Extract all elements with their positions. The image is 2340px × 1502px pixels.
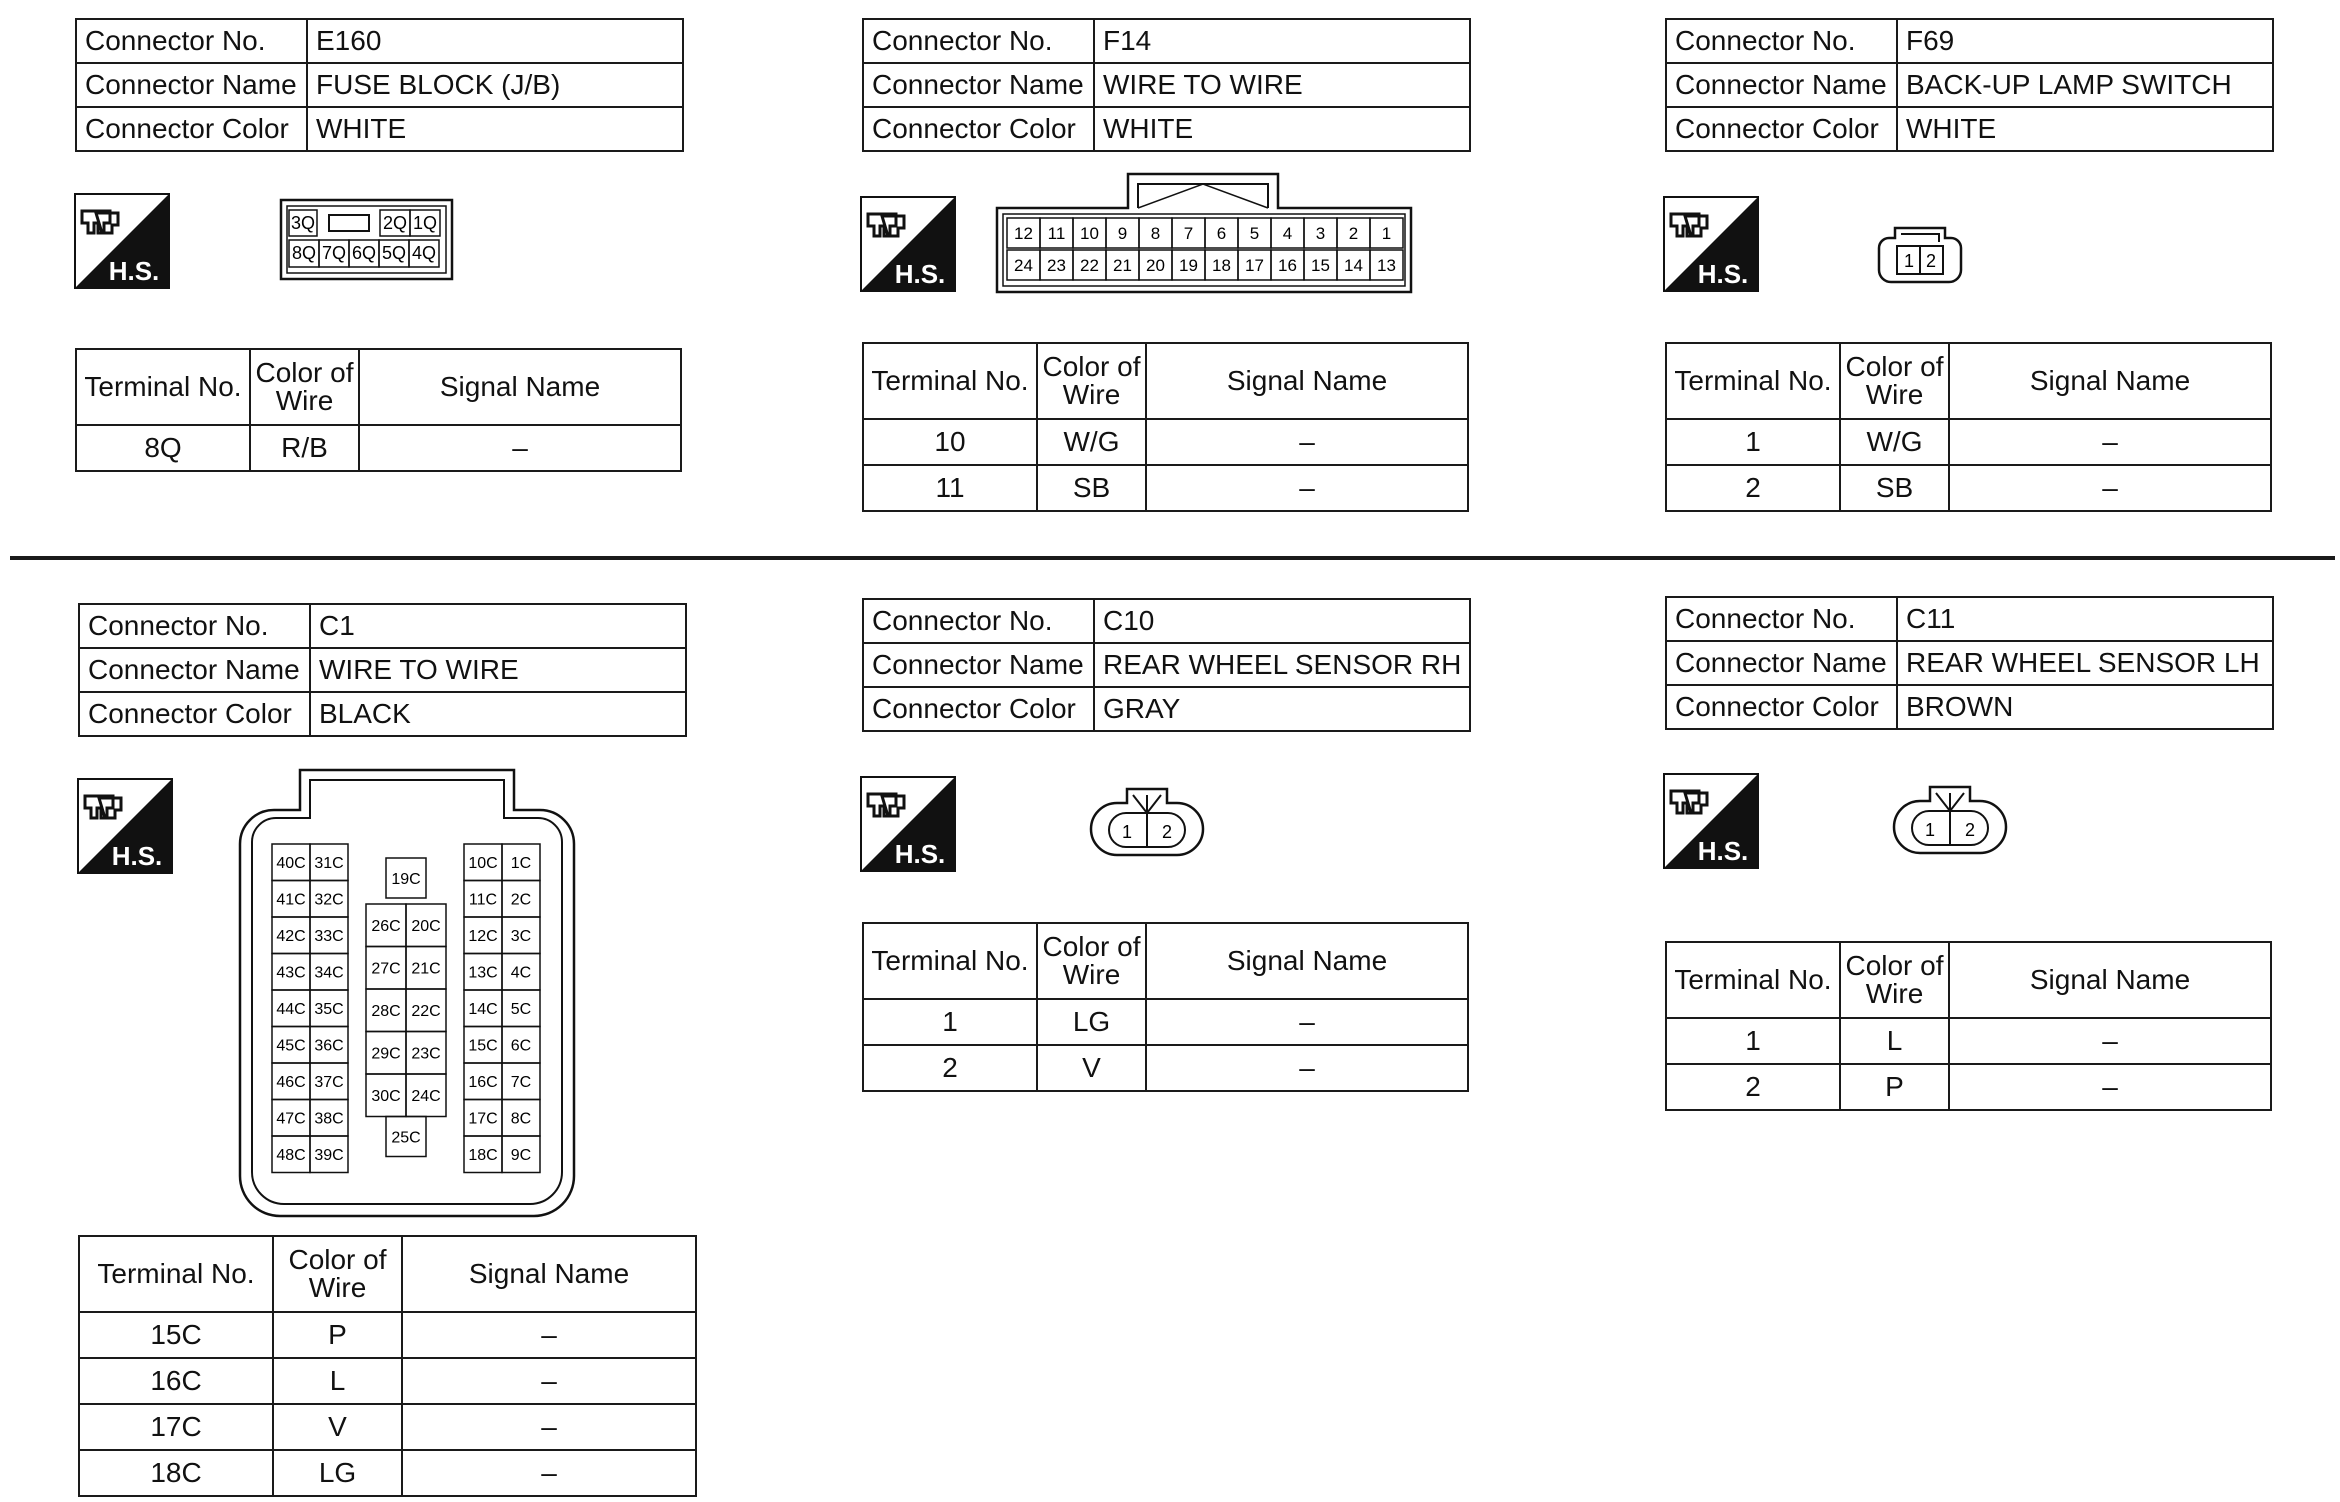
col-signal-name: Signal Name [1949, 343, 2271, 419]
pin: 13C [468, 964, 498, 982]
table-row: 1 W/G – [1666, 419, 2271, 465]
connector-no-value: C1 [310, 604, 686, 648]
connector-info-f69 [1665, 18, 2274, 152]
pin: 1Q [412, 213, 438, 233]
pin: 29C [371, 1045, 401, 1063]
pin: 3C [510, 928, 532, 946]
col-color-of-wire: Color of Wire [1840, 343, 1949, 419]
connector-name-value: REAR WHEEL SENSOR RH [1094, 643, 1470, 687]
col-color-of-wire: Color of Wire [1840, 942, 1949, 1018]
pin: 26C [371, 918, 401, 936]
pin: 41C [276, 891, 306, 909]
pin: 5C [510, 1001, 532, 1019]
connector-info-f14 [862, 18, 1471, 152]
pin: 10C [468, 855, 498, 873]
pin: 17C [468, 1110, 498, 1128]
pin: 11 [1047, 224, 1066, 244]
col-signal-name: Signal Name [359, 349, 681, 425]
label-connector-name: Connector Name [863, 63, 1094, 107]
pin: 3 [1315, 224, 1326, 244]
table-row: 18C LG – [79, 1450, 696, 1496]
pin: 8Q [291, 243, 317, 263]
connector-color-value: BLACK [310, 692, 686, 736]
label-connector-color: Connector Color [863, 107, 1094, 151]
hs-label: H.S. [1697, 259, 1749, 289]
label-connector-name: Connector Name [76, 63, 307, 107]
label-connector-color: Connector Color [79, 692, 310, 736]
col-terminal-no: Terminal No. [76, 349, 250, 425]
label-connector-color: Connector Color [76, 107, 307, 151]
pin: 33C [314, 928, 344, 946]
label-connector-no: Connector No. [863, 19, 1094, 63]
pin: 21C [411, 960, 441, 978]
connector-no-value: C11 [1897, 597, 2273, 641]
table-row: 11 SB – [863, 465, 1468, 511]
pin: 39C [314, 1147, 344, 1165]
pin: 36C [314, 1037, 344, 1055]
pin: 32C [314, 891, 344, 909]
table-row: 2 SB – [1666, 465, 2271, 511]
pin: 23C [411, 1045, 441, 1063]
harness-side-icon [74, 193, 170, 289]
pin: 42C [276, 928, 306, 946]
pin: 31C [314, 855, 344, 873]
connector-color-value: GRAY [1094, 687, 1470, 731]
col-color-of-wire: Color of Wire [1037, 343, 1146, 419]
pin: 25C [391, 1129, 421, 1147]
harness-side-icon [860, 776, 956, 872]
section-divider [10, 556, 2335, 560]
table-row: 1 LG – [863, 999, 1468, 1045]
pin: 7Q [321, 243, 347, 263]
pin: 47C [276, 1110, 306, 1128]
harness-side-icon [1663, 196, 1759, 292]
pin: 2C [510, 891, 532, 909]
pin: 1 [1381, 224, 1392, 244]
connector-face-f69 [1875, 222, 1965, 290]
pin: 22 [1080, 256, 1099, 276]
label-connector-no: Connector No. [1666, 19, 1897, 63]
connector-info-e160 [75, 18, 684, 152]
label-connector-color: Connector Color [863, 687, 1094, 731]
pin: 27C [371, 960, 401, 978]
pin: 15 [1311, 256, 1330, 276]
hs-label: H.S. [108, 256, 160, 286]
pin: 35C [314, 1001, 344, 1019]
col-terminal-no: Terminal No. [863, 343, 1037, 419]
pin: 40C [276, 855, 306, 873]
terminal-table-f69 [1665, 342, 2272, 512]
terminal-table-f14 [862, 342, 1469, 512]
pin: 2 [1348, 224, 1359, 244]
connector-name-value: REAR WHEEL SENSOR LH [1897, 641, 2273, 685]
label-connector-no: Connector No. [863, 599, 1094, 643]
pin: 9 [1117, 224, 1128, 244]
pin: 16 [1278, 256, 1297, 276]
col-color-of-wire: Color of Wire [1037, 923, 1146, 999]
pin: 15C [468, 1037, 498, 1055]
pin: 5 [1249, 224, 1260, 244]
label-connector-name: Connector Name [863, 643, 1094, 687]
pin: 12 [1014, 224, 1033, 244]
col-color-of-wire: Color of Wire [250, 349, 359, 425]
hs-label: H.S. [1697, 836, 1749, 866]
pin: 12C [468, 928, 498, 946]
col-signal-name: Signal Name [1146, 343, 1468, 419]
terminal-table-c10 [862, 922, 1469, 1092]
label-connector-no: Connector No. [76, 19, 307, 63]
pin: 18C [468, 1147, 498, 1165]
pin: 8C [510, 1110, 532, 1128]
pin: 5Q [381, 243, 407, 263]
label-connector-name: Connector Name [1666, 63, 1897, 107]
pin: 4 [1282, 224, 1293, 244]
pin: 1 [1121, 822, 1133, 842]
connector-name-value: WIRE TO WIRE [310, 648, 686, 692]
pin: 19 [1179, 256, 1198, 276]
pin: 7C [510, 1074, 532, 1092]
connector-color-value: WHITE [307, 107, 683, 151]
hs-label: H.S. [894, 839, 946, 869]
connector-name-value: BACK-UP LAMP SWITCH [1897, 63, 2273, 107]
connector-name-value: FUSE BLOCK (J/B) [307, 63, 683, 107]
pin: 2 [1161, 822, 1173, 842]
pin: 13 [1377, 256, 1396, 276]
col-signal-name: Signal Name [1146, 923, 1468, 999]
pin: 28C [371, 1003, 401, 1021]
pin: 4Q [411, 243, 437, 263]
col-signal-name: Signal Name [402, 1236, 696, 1312]
connector-face-f14 [995, 170, 1413, 295]
pin: 18 [1212, 256, 1231, 276]
connector-no-value: E160 [307, 19, 683, 63]
pin: 19C [391, 870, 421, 888]
pin: 30C [371, 1088, 401, 1106]
table-row: 1 L – [1666, 1018, 2271, 1064]
pin: 2Q [382, 213, 408, 233]
terminal-table-c1 [78, 1235, 697, 1497]
terminal-table-e160 [75, 348, 682, 472]
harness-side-icon [77, 778, 173, 874]
table-row: 2 V – [863, 1045, 1468, 1091]
pin: 23 [1047, 256, 1066, 276]
pin: 24 [1014, 256, 1033, 276]
pin: 3Q [290, 213, 316, 233]
connector-face-e160 [279, 198, 454, 281]
table-row: 10 W/G – [863, 419, 1468, 465]
label-connector-name: Connector Name [79, 648, 310, 692]
pin: 11C [468, 891, 498, 909]
pin: 21 [1113, 256, 1132, 276]
connector-info-c1 [78, 603, 687, 737]
pin: 6Q [351, 243, 377, 263]
pin: 1 [1903, 251, 1915, 271]
hs-label: H.S. [111, 841, 163, 871]
pin: 34C [314, 964, 344, 982]
pin: 46C [276, 1074, 306, 1092]
connector-color-value: BROWN [1897, 685, 2273, 729]
connector-color-value: WHITE [1897, 107, 2273, 151]
pin: 6 [1216, 224, 1227, 244]
pin: 43C [276, 964, 306, 982]
col-color-of-wire: Color of Wire [273, 1236, 402, 1312]
connector-face-c10 [1087, 785, 1207, 867]
connector-no-value: C10 [1094, 599, 1470, 643]
col-terminal-no: Terminal No. [1666, 942, 1840, 1018]
connector-face-c11 [1890, 783, 2010, 865]
connector-face-c1 [238, 768, 576, 1218]
table-row: 17C V – [79, 1404, 696, 1450]
label-connector-color: Connector Color [1666, 685, 1897, 729]
connector-info-c11 [1665, 596, 2274, 730]
pin: 17 [1245, 256, 1264, 276]
connector-no-value: F14 [1094, 19, 1470, 63]
label-connector-color: Connector Color [1666, 107, 1897, 151]
pin: 10 [1080, 224, 1099, 244]
label-connector-no: Connector No. [79, 604, 310, 648]
col-terminal-no: Terminal No. [1666, 343, 1840, 419]
label-connector-name: Connector Name [1666, 641, 1897, 685]
pin: 38C [314, 1110, 344, 1128]
pin: 20 [1146, 256, 1165, 276]
col-terminal-no: Terminal No. [863, 923, 1037, 999]
pin: 1C [510, 855, 532, 873]
pin: 8 [1150, 224, 1161, 244]
table-row: 16C L – [79, 1358, 696, 1404]
pin: 22C [411, 1003, 441, 1021]
col-terminal-no: Terminal No. [79, 1236, 273, 1312]
table-row: 15C P – [79, 1312, 696, 1358]
connector-no-value: F69 [1897, 19, 2273, 63]
hs-label: H.S. [894, 259, 946, 289]
pin: 20C [411, 918, 441, 936]
harness-side-icon [860, 196, 956, 292]
pin: 7 [1183, 224, 1194, 244]
connector-name-value: WIRE TO WIRE [1094, 63, 1470, 107]
table-row: 8Q R/B – [76, 425, 681, 471]
pin: 44C [276, 1001, 306, 1019]
pin: 4C [510, 964, 532, 982]
label-connector-no: Connector No. [1666, 597, 1897, 641]
pin: 48C [276, 1147, 306, 1165]
harness-side-icon [1663, 773, 1759, 869]
pin: 14 [1344, 256, 1363, 276]
pin: 1 [1924, 820, 1936, 840]
connector-info-c10 [862, 598, 1471, 732]
table-row: 2 P – [1666, 1064, 2271, 1110]
connector-color-value: WHITE [1094, 107, 1470, 151]
pin: 37C [314, 1074, 344, 1092]
pin: 45C [276, 1037, 306, 1055]
pin: 16C [468, 1074, 498, 1092]
col-signal-name: Signal Name [1949, 942, 2271, 1018]
pin: 9C [510, 1147, 532, 1165]
pin: 2 [1964, 820, 1976, 840]
pin: 2 [1925, 251, 1937, 271]
terminal-table-c11 [1665, 941, 2272, 1111]
pin: 14C [468, 1001, 498, 1019]
pin: 6C [510, 1037, 532, 1055]
pin: 24C [411, 1088, 441, 1106]
